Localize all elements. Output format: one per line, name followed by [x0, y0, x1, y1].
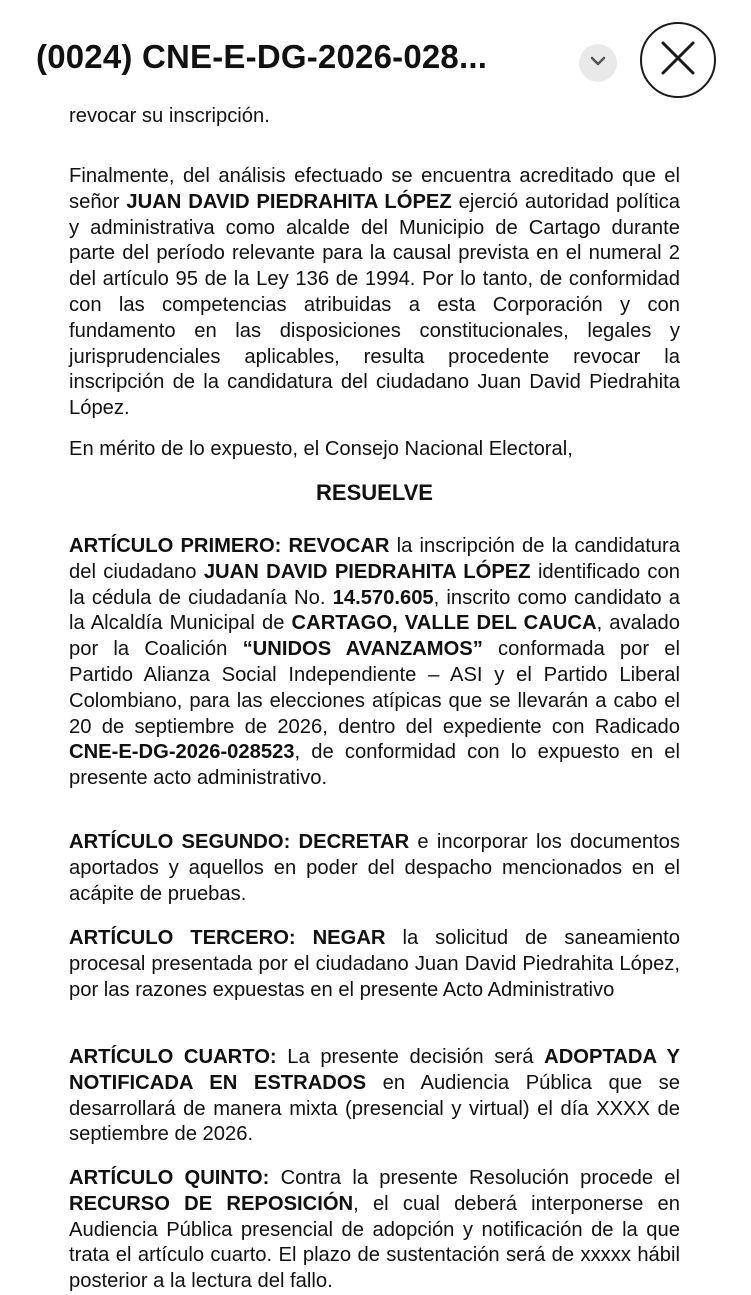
paragraph-finalmente: Finalmente, del análisis efectuado se encuentra acreditado que el señor JUAN DAVID PIEDRAHITA LÓPEZ ejerció autoridad política y administrativa como alcalde del Municipio de Cartago durante parte del período relevante para la causal prevista en el numeral 2 del artículo 95 de la Ley 136 de 1994. Por lo tanto, de conformidad con las competencias atribuidas a esta Corporación y con fundamento en las disposiciones constitucionales, legales y jurisprudenciales aplicables, resulta procedente revocar la inscripción de la candidatura del ciudadano Juan David Piedrahita López. — [69, 165, 680, 420]
close-icon — [659, 39, 697, 82]
articulo-segundo: ARTÍCULO SEGUNDO: DECRETAR e incorporar los documentos aportados y aquellos en poder del despacho mencionados en el acápite de pruebas. — [69, 831, 680, 905]
close-button[interactable] — [640, 22, 716, 98]
viewer-header — [0, 0, 751, 104]
expand-title-button[interactable] — [579, 44, 617, 82]
articulo-quinto: ARTÍCULO QUINTO: Contra la presente Resolución procede el RECURSO DE REPOSICIÓN, el cual deberá interponerse en Audiencia Pública presencial de adopción y notificación de la que trata el artículo cuarto. El plazo de sustentación será de xxxxx hábil posterior a la lectura del fallo. — [69, 1167, 681, 1293]
paragraph-en-merito: En mérito de lo expuesto, el Consejo Nacional Electoral, — [69, 438, 573, 460]
articulo-primero: ARTÍCULO PRIMERO: REVOCAR la inscripción de la candidatura del ciudadano JUAN DAVID PIEDRAHITA LÓPEZ identificado con la cédula de ciudadanía No. 14.570.605, inscrito como candidato a la Alcaldía Municipal de CARTAGO, VALLE DEL CAUCA, avalado por la Coalición “UNIDOS AVANZAMOS” conformada por el Partido Alianza Social Independiente – ASI y el Partido Liberal Colombiano, para las elecciones atípicas que se llevarán a cabo el 20 de septiembre de 2026, dentro del expediente con Radicado CNE-E-DG-2026-028523, de conformidad con lo expuesto en el presente acto administrativo. — [69, 535, 680, 790]
articulo-cuarto: ARTÍCULO CUARTO: La presente decisión será ADOPTADA Y NOTIFICADA EN ESTRADOS en Audiencia Pública que se desarrollará de manera mixta (presencial y virtual) el día XXXX de septiembre de 2026. — [69, 1046, 681, 1146]
paragraph-revocar-tail: revocar su inscripción. — [69, 105, 270, 127]
articulo-tercero: ARTÍCULO TERCERO: NEGAR la solicitud de saneamiento procesal presentada por el ciudadano Juan David Piedrahita López, por las razones expuestas en el presente Acto Administrativo — [69, 927, 680, 1001]
chevron-down-icon — [589, 54, 607, 72]
resuelve-heading: RESUELVE — [316, 480, 433, 505]
document-title[interactable]: (0024) CNE-E-DG-2026-028... — [36, 38, 488, 75]
candidate-name: JUAN DAVID PIEDRAHITA LÓPEZ — [126, 190, 452, 213]
